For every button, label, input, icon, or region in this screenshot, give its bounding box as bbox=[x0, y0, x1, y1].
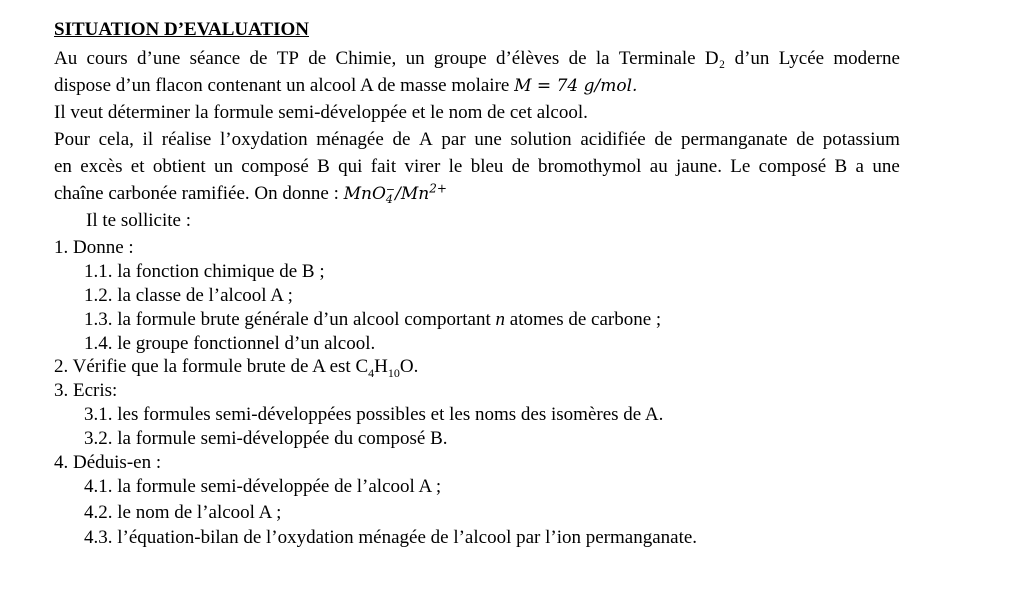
word: A bbox=[419, 129, 433, 150]
intro-line-5 bbox=[54, 156, 900, 178]
word: Le bbox=[730, 156, 751, 177]
word: obtient bbox=[152, 156, 206, 177]
list-item: 1.2. la classe de l’alcool A ; bbox=[84, 285, 293, 306]
list-item: 1.1. la fonction chimique de B ; bbox=[84, 261, 325, 282]
word: Lycée bbox=[778, 48, 825, 69]
word: de bbox=[308, 48, 327, 69]
word: de bbox=[511, 156, 530, 177]
word: acidifiée bbox=[580, 129, 646, 150]
intro-line-3: Il veut déterminer la formule semi-développée et le nom de cet alcool. bbox=[54, 102, 588, 123]
word: séance bbox=[189, 48, 241, 69]
instruction-line: Il te sollicite : bbox=[86, 210, 192, 231]
word: de bbox=[568, 48, 587, 69]
list-item: 1.4. le groupe fonctionnel d’un alcool. bbox=[84, 333, 376, 354]
list-item: 4. Déduis-en : bbox=[54, 452, 162, 473]
word: et bbox=[130, 156, 145, 177]
page-title: SITUATION D’EVALUATION bbox=[54, 19, 309, 40]
word: B bbox=[834, 156, 848, 177]
word: en bbox=[54, 156, 72, 177]
word: la bbox=[595, 48, 610, 69]
word: ménagée bbox=[316, 129, 384, 150]
word: qui bbox=[338, 156, 363, 177]
word: le bbox=[448, 156, 463, 177]
word: composé bbox=[758, 156, 827, 177]
intro-line-6 bbox=[54, 183, 447, 205]
list-item: 3.1. les formules semi-développées possibles et les noms des isomères de A. bbox=[84, 404, 664, 425]
word: permanganate bbox=[680, 129, 788, 150]
word: potassium bbox=[822, 129, 900, 150]
word: par bbox=[441, 129, 466, 150]
word: de bbox=[796, 129, 815, 150]
word: cours bbox=[86, 48, 128, 69]
word: d’un bbox=[734, 48, 770, 69]
list-item: 4.2. le nom de l’alcool A ; bbox=[84, 502, 282, 523]
word: Terminale bbox=[618, 48, 696, 69]
word: D₂ bbox=[704, 48, 726, 69]
word: réalise bbox=[161, 129, 212, 150]
list-item: 4.1. la formule semi-développée de l’alcool A ; bbox=[84, 476, 442, 497]
word: de bbox=[249, 48, 268, 69]
list-item: 4.3. l’équation-bilan de l’oxydation ménagée de l’alcool par l’ion permanganate. bbox=[84, 527, 698, 548]
word: de bbox=[392, 129, 411, 150]
word: il bbox=[142, 129, 154, 150]
word: virer bbox=[404, 156, 441, 177]
word: fait bbox=[370, 156, 397, 177]
word: une bbox=[872, 156, 900, 177]
word: Pour bbox=[54, 129, 90, 150]
word: cela, bbox=[98, 129, 134, 150]
intro-line-4 bbox=[54, 129, 900, 151]
list-item: 3. Ecris: bbox=[54, 380, 118, 401]
word: d’une bbox=[137, 48, 181, 69]
word: jaune. bbox=[676, 156, 722, 177]
word: moderne bbox=[833, 48, 900, 69]
word: Au bbox=[54, 48, 78, 69]
word: Chimie, bbox=[335, 48, 397, 69]
word: a bbox=[855, 156, 864, 177]
word: d’élèves bbox=[495, 48, 560, 69]
word: TP bbox=[276, 48, 299, 69]
word: au bbox=[649, 156, 668, 177]
word: une bbox=[474, 129, 502, 150]
list-item: 3.2. la formule semi-développée du composé B. bbox=[84, 428, 448, 449]
word: composé bbox=[241, 156, 309, 177]
intro-line-1 bbox=[54, 48, 900, 70]
word: l’oxydation bbox=[220, 129, 308, 150]
word: bleu bbox=[470, 156, 504, 177]
list-item: 2. Vérifie que la formule brute de A est $C_4H_{10}O$. bbox=[54, 356, 419, 380]
word: solution bbox=[510, 129, 572, 150]
intro-text: chaîne carbonée ramifiée. On donne : bbox=[54, 183, 344, 204]
intro-line-2 bbox=[54, 75, 637, 97]
word: bromothymol bbox=[538, 156, 642, 177]
word: groupe bbox=[433, 48, 487, 69]
word: B bbox=[317, 156, 330, 177]
molar-mass-formula: M = 74 g/mol. bbox=[514, 76, 638, 96]
intro-text: dispose d’un flacon contenant un alcool A de masse molaire bbox=[54, 75, 515, 96]
word: un bbox=[405, 48, 425, 69]
list-item: 1. Donne : bbox=[54, 237, 134, 258]
redox-couple: MnO − 4 $/Mn^{2+}$ bbox=[343, 181, 447, 206]
list-item: 1.3. la formule brute générale d’un alcool comportant n atomes de carbone ; bbox=[84, 309, 662, 330]
word: excès bbox=[80, 156, 123, 177]
word: un bbox=[213, 156, 233, 177]
word: de bbox=[654, 129, 673, 150]
